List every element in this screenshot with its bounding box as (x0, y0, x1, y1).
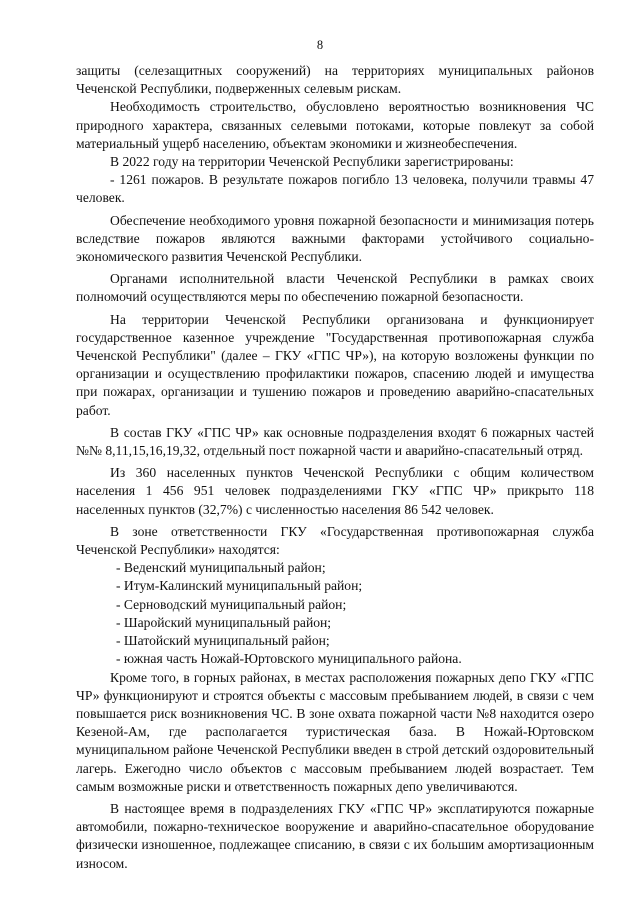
paragraph: Кроме того, в горных районах, в местах расположения пожарных депо ГКУ «ГПС ЧР» функционируют и строятся объекты с массовым пребыванием людей, в связи с чем повышается риск возникновения ЧС. В зоне охвата пожарной части №8 находится озеро Кезеной-Ам, где располагается туристическая база. В Ножай-Юртовском муниципальном районе Чеченской Республики введен в строй детский оздоровительный лагерь. Ежегодно число объектов с массовым пребыванием людей возрастает. Тем самым возможные риски и ответственность пожарных депо увеличиваются. (76, 669, 594, 794)
paragraph: На территории Чеченской Республики организована и функционирует государственное казенное учреждение "Государственная противопожарная служба Чеченской Республики" (далее – ГКУ «ГПС ЧР»), на которую возложены функции по организации и осуществлению профилактики пожаров, спасению людей и имущества при пожарах, организации и тушению пожаров и проведению аварийно-спасательных работ. (76, 311, 594, 418)
paragraph: Органами исполнительной власти Чеченской Республики в рамках своих полномочий осуществляются меры по обеспечению пожарной безопасности. (76, 271, 594, 305)
list-item: - Шатойский муниципальный район; (116, 633, 330, 649)
list-item: - Итум-Калинский муниципальный район; (116, 578, 363, 594)
paragraph: Необходимость строительство, обусловлено вероятностью возникновения ЧС природного характера, связанных селевыми потоками, которые повлекут за собой материальный ущерб населению, объектам экономики и жизнеобеспечения. (76, 99, 594, 151)
document-body (76, 62, 594, 873)
paragraph: Из 360 населенных пунктов Чеченской Республики с общим количеством населения 1 456 951 человек подразделениями ГКУ «ГПС ЧР» прикрыто 118 населенных пунктов (32,7%) с численностью населения 86 542 человек. (76, 465, 594, 517)
list-item: - Шаройский муниципальный район; (116, 614, 332, 630)
list-item: - Веденский муниципальный район; (116, 560, 326, 576)
paragraph: Обеспечение необходимого уровня пожарной безопасности и минимизация потерь вследствие пожаров являются важными факторами устойчивого социально-экономического развития Чеченской Республики. (76, 212, 594, 265)
paragraph: В настоящее время в подразделениях ГКУ «ГПС ЧР» эксплатируются пожарные автомобили, пожарно-техническое вооружение и аварийно-спасательное оборудование физически изношенное, подлежащее списанию, в связи с их большим амортизационным износом. (76, 800, 594, 871)
paragraph: В зоне ответственности ГКУ «Государственная противопожарная служба Чеченской Республики» находятся: (76, 523, 594, 558)
paragraph: - 1261 пожаров. В результате пожаров погибло 13 человека, получили травмы 47 человек. (76, 172, 594, 206)
paragraph: В состав ГКУ «ГПС ЧР» как основные подразделения входят 6 пожарных частей №№ 8,11,15,16,19,32, отдельный пост пожарной части и аварийно-спасательный отряд. (76, 424, 594, 459)
paragraph: защиты (селезащитных сооружений) на территориях муниципальных районов Чеченской Республики, подверженных селевым рискам. (76, 63, 594, 97)
list-item: - Серноводский муниципальный район; (116, 596, 347, 612)
list-item: - южная часть Ножай-Юртовского муниципального района. (116, 651, 462, 667)
page-number: 8 (316, 38, 324, 52)
paragraph: В 2022 году на территории Чеченской Республики зарегистрированы: (110, 154, 514, 170)
